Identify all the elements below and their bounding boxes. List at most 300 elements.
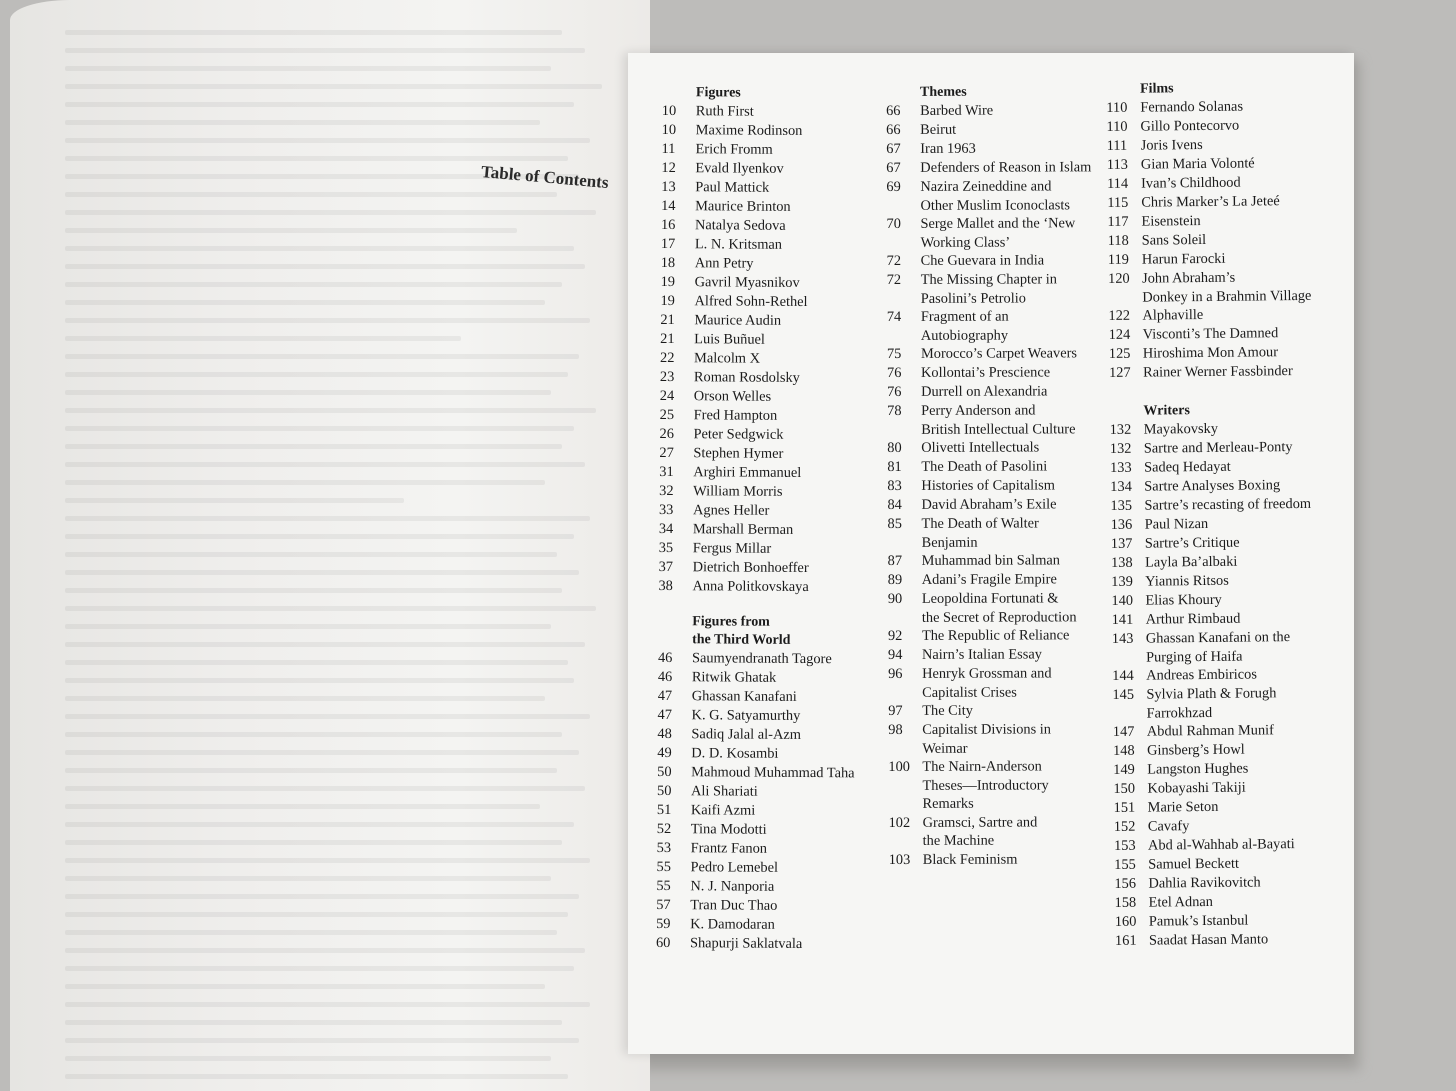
page-number: 119 (1107, 251, 1130, 268)
toc-entry (1110, 495, 1313, 516)
page-number: 125 (1108, 345, 1131, 362)
toc-entry (1107, 192, 1310, 213)
page-number: 19 (660, 273, 676, 291)
show-through-line (65, 66, 551, 71)
toc-entry (661, 235, 859, 255)
toc-entry (660, 387, 858, 407)
section-heading-third-world: Figures from the Third World (692, 614, 791, 648)
entry-list-films (1106, 97, 1312, 383)
page-number: 138 (1110, 554, 1133, 571)
toc-entry (887, 270, 1092, 308)
show-through-line (65, 138, 590, 143)
page-number: 156 (1114, 875, 1137, 892)
section-heading-writers: Writers (1143, 403, 1190, 419)
toc-entry (656, 896, 854, 916)
entry-title: William Morris (693, 483, 783, 500)
page-number: 141 (1111, 611, 1134, 628)
page-number: 72 (886, 252, 902, 269)
toc-entry (659, 558, 857, 578)
page-number: 48 (657, 725, 672, 743)
page-number: 110 (1106, 118, 1128, 135)
page-number: 52 (656, 820, 672, 838)
entry-title: Eisenstein (1141, 213, 1201, 230)
show-through-line (65, 732, 562, 737)
page-number: 19 (660, 292, 675, 310)
table-of-contents-title: Table of Contents (480, 162, 610, 193)
show-through-line (65, 984, 545, 989)
toc-entry (661, 273, 859, 293)
entry-title: Gramsci, Sartre and the Machine (922, 813, 1038, 849)
page-number: 25 (659, 406, 675, 424)
page-number: 115 (1107, 194, 1129, 211)
toc-entry (887, 401, 1092, 439)
entry-title: Cavafy (1147, 818, 1190, 835)
toc-entry (887, 363, 1092, 383)
show-through-line (65, 120, 540, 125)
page-number: 23 (659, 368, 675, 386)
entry-title: Barbed Wire (920, 102, 994, 119)
page-number: 144 (1112, 667, 1134, 684)
page-number: 38 (658, 577, 673, 595)
entry-title: Mahmoud Muhammad Taha (691, 764, 855, 782)
toc-entry (1108, 268, 1312, 307)
entry-title: Leopoldina Fortunati & the Secret of Reproduction (921, 590, 1077, 626)
toc-entry (1111, 590, 1314, 611)
toc-entry (659, 463, 857, 483)
page-number: 140 (1111, 592, 1134, 609)
toc-entry (887, 438, 1092, 458)
entry-title: Iran 1963 (920, 140, 976, 157)
toc-entry (1114, 816, 1317, 837)
page-number: 31 (659, 463, 674, 481)
toc-entry (887, 495, 1092, 515)
entry-title: Fred Hampton (693, 407, 778, 424)
toc-entry (886, 177, 1091, 215)
page-number: 69 (886, 178, 901, 195)
show-through-line (65, 696, 545, 701)
entry-title: Rainer Werner Fassbinder (1142, 363, 1293, 381)
entry-title: Nairn’s Italian Essay (921, 646, 1042, 663)
toc-entry (661, 178, 859, 198)
page-number: 97 (888, 702, 903, 719)
toc-entry (657, 744, 855, 764)
page-number: 47 (657, 687, 673, 705)
entry-title: Dietrich Bonhoeffer (692, 559, 809, 577)
show-through-line (65, 246, 574, 251)
toc-entry (888, 570, 1093, 590)
show-through-line (65, 858, 590, 863)
show-through-line (65, 588, 562, 593)
show-through-line (65, 336, 461, 341)
page-number: 151 (1113, 799, 1136, 816)
entry-title: Perry Anderson and British Intellectual Culture (921, 402, 1076, 438)
entry-title: Ivan’s Childhood (1141, 174, 1241, 192)
show-through-line (65, 714, 590, 719)
page-number: 90 (887, 590, 903, 607)
entry-title: Sadeq Hedayat (1143, 458, 1231, 476)
entry-title: Malcolm X (694, 350, 761, 367)
toc-entry (1110, 419, 1313, 440)
page-number: 133 (1109, 459, 1132, 476)
toc-entry (662, 121, 860, 141)
entry-title: Stephen Hymer (693, 445, 784, 462)
entry-title: Shapurji Saklatvala (689, 935, 803, 953)
show-through-line (65, 480, 545, 485)
entry-title: Capitalist Divisions in Weimar (922, 721, 1052, 757)
page-number: 18 (660, 254, 676, 272)
show-through-line (65, 750, 579, 755)
column-themes (886, 82, 1094, 869)
entry-title: The Republic of Reliance (921, 627, 1070, 644)
entry-title: Joris Ivens (1140, 136, 1203, 154)
entry-title: Roman Rosdolsky (693, 369, 800, 386)
page-number: 53 (656, 839, 672, 857)
page-number: 102 (888, 814, 911, 831)
page-number: 127 (1108, 364, 1131, 381)
show-through-line (65, 678, 574, 683)
show-through-line (65, 1020, 562, 1025)
page-number: 67 (886, 140, 901, 157)
entry-title: Layla Ba’albaki (1144, 553, 1238, 571)
show-through-line (65, 210, 596, 215)
toc-entry (1114, 835, 1317, 856)
page-number: 57 (656, 896, 671, 914)
page-number: 80 (887, 439, 902, 456)
page-number: 34 (658, 520, 674, 538)
entry-title: Hiroshima Mon Amour (1142, 344, 1279, 362)
toc-entry (889, 850, 1094, 870)
toc-entry (1111, 533, 1314, 554)
toc-entry (888, 701, 1093, 721)
entry-title: Gian Maria Volonté (1140, 155, 1255, 173)
toc-entry (888, 664, 1093, 702)
page-number: 66 (886, 102, 901, 119)
show-through-line (65, 840, 562, 845)
page-number: 55 (656, 858, 671, 876)
toc-entry (1106, 97, 1309, 118)
entry-title: Henryk Grossman and Capitalist Crises (922, 665, 1052, 701)
show-through-line (65, 606, 596, 611)
page-number: 132 (1109, 421, 1132, 438)
toc-entry (657, 801, 855, 821)
column-films-writers (1106, 78, 1318, 951)
entry-title: Tran Duc Thao (690, 897, 778, 914)
show-through-line (65, 1056, 551, 1061)
page-number: 160 (1114, 913, 1137, 930)
page-number: 76 (886, 364, 902, 381)
toc-entry (887, 382, 1092, 402)
entry-title: Morocco’s Carpet Weavers (920, 345, 1078, 362)
toc-entry (1113, 759, 1316, 780)
toc-entry (658, 706, 856, 726)
entry-title: Orson Welles (693, 388, 772, 405)
entry-title: Marie Seton (1147, 798, 1219, 816)
toc-entry (658, 649, 856, 669)
entry-title: Harun Farocki (1141, 250, 1226, 268)
toc-entry (888, 645, 1093, 665)
page-number: 55 (656, 877, 671, 895)
page-number: 67 (886, 159, 901, 176)
toc-entry (661, 159, 859, 179)
section-heading-films: Films (1140, 81, 1174, 97)
show-through-line (65, 1002, 590, 1007)
entry-title: Alphaville (1142, 306, 1204, 324)
page-number: 122 (1108, 307, 1131, 324)
toc-entry (660, 292, 858, 312)
toc-entry (1112, 684, 1316, 723)
toc-entry (656, 915, 854, 935)
entry-title: Sylvia Plath & Forugh Farrokhzad (1146, 685, 1277, 722)
entry-title: Histories of Capitalism (921, 477, 1055, 494)
page-number: 37 (658, 558, 674, 576)
show-through-line (65, 84, 602, 89)
page-number: 83 (887, 477, 902, 494)
toc-entry (1110, 457, 1313, 478)
page-number: 92 (887, 627, 903, 644)
section-heading-figures: Figures (695, 85, 741, 101)
toc-entry (1113, 740, 1316, 761)
entry-list-figures (658, 102, 859, 597)
page-number: 75 (886, 345, 902, 362)
toc-entry (886, 139, 1091, 159)
show-through-line (65, 372, 568, 377)
page-number: 22 (660, 349, 675, 367)
toc-entry (659, 444, 857, 464)
page-number: 87 (887, 552, 903, 569)
entry-title: Gavril Myasnikov (694, 274, 800, 291)
toc-entry (658, 668, 856, 688)
show-through-line (65, 156, 568, 161)
page-number: 47 (657, 706, 673, 724)
entry-title: Andreas Embiricos (1146, 666, 1258, 684)
toc-entry (887, 344, 1092, 364)
entry-title: L. N. Kritsman (694, 236, 783, 253)
toc-entry (660, 349, 858, 369)
entry-title: Abd al-Wahhab al-Bayati (1147, 836, 1295, 854)
page-number: 111 (1106, 137, 1128, 154)
entry-title: The Missing Chapter in Pasolini’s Petrolio (920, 271, 1058, 307)
page-number: 14 (661, 197, 676, 215)
page-number: 21 (660, 311, 675, 329)
page-number: 35 (658, 539, 674, 557)
page-number: 76 (887, 383, 902, 400)
toc-entry (659, 539, 857, 559)
entry-title: Ruth First (695, 103, 754, 120)
toc-entry (658, 577, 856, 597)
entry-title: Kaifi Azmi (690, 802, 756, 819)
toc-entry (659, 482, 857, 502)
entry-title: Ann Petry (694, 255, 754, 272)
show-through-line (65, 804, 540, 809)
show-through-line (65, 318, 590, 323)
page-number: 81 (887, 458, 902, 475)
entry-title: Frantz Fanon (690, 840, 768, 857)
page-number: 51 (656, 801, 672, 819)
toc-entry (1109, 343, 1312, 364)
entry-title: Gillo Pontecorvo (1140, 117, 1240, 135)
toc-entry (662, 102, 860, 122)
entry-title: Visconti’s The Damned (1142, 325, 1279, 343)
entry-title: Maurice Audin (694, 312, 782, 329)
page-number: 21 (660, 330, 675, 348)
show-through-line (65, 912, 568, 917)
page-number: 94 (887, 646, 903, 663)
page-number: 16 (660, 216, 676, 234)
toc-entry (661, 216, 859, 236)
show-through-line (65, 642, 585, 647)
entry-title: Ali Shariati (691, 783, 758, 800)
show-through-line (65, 624, 551, 629)
entry-title: Etel Adnan (1148, 893, 1214, 911)
page-number: 11 (661, 140, 676, 158)
page-number: 59 (656, 915, 671, 933)
toc-entry (889, 813, 1094, 851)
entry-title: Langston Hughes (1147, 760, 1249, 778)
page-number: 117 (1107, 213, 1129, 230)
page-number: 50 (657, 763, 672, 781)
toc-entry (1115, 930, 1318, 951)
entry-title: Sartre Analyses Boxing (1144, 477, 1281, 495)
toc-entry (661, 197, 859, 217)
show-through-line (65, 282, 562, 287)
toc-entry (660, 406, 858, 426)
page-number: 114 (1107, 175, 1129, 192)
page-number: 89 (887, 571, 903, 588)
entry-title: Agnes Heller (692, 502, 770, 519)
page-number: 153 (1113, 837, 1136, 854)
page-number: 72 (886, 271, 902, 288)
show-through-line (65, 966, 574, 971)
page-number: 10 (661, 121, 677, 139)
page-number: 96 (888, 665, 903, 682)
entry-title: Samuel Beckett (1148, 855, 1240, 873)
page-number: 139 (1111, 573, 1133, 590)
toc-entry (657, 763, 855, 783)
entry-title: Evald Ilyenkov (695, 160, 784, 177)
entry-title: Ghassan Kanafani on the Purging of Haifa (1145, 629, 1291, 666)
entry-title: K. G. Satyamurthy (691, 707, 801, 724)
entry-title: Chris Marker’s La Jeteé (1141, 193, 1280, 211)
toc-entry (1114, 873, 1317, 894)
page-number: 10 (661, 102, 677, 120)
right-page (628, 53, 1354, 1054)
page-number: 152 (1113, 818, 1136, 835)
page-number: 13 (661, 178, 676, 196)
toc-entry (659, 425, 857, 445)
toc-entry (1110, 438, 1313, 459)
entry-title: Marshall Berman (692, 521, 794, 538)
entry-title: The Nairn-Anderson Theses—Introductory Remarks (922, 758, 1049, 812)
toc-entry (1109, 362, 1312, 383)
toc-entry (886, 120, 1091, 140)
entry-title: Kollontai’s Prescience (920, 364, 1051, 381)
show-through-line (65, 1038, 579, 1043)
toc-entry (1107, 173, 1310, 194)
toc-entry (887, 307, 1092, 345)
entry-title: Yiannis Ritsos (1145, 572, 1229, 590)
page-number: 103 (888, 851, 911, 868)
entry-title: Sartre’s Critique (1144, 534, 1240, 552)
toc-entry (1106, 116, 1309, 137)
show-through-line (65, 786, 585, 791)
toc-entry (887, 457, 1092, 477)
entry-title: Arthur Rimbaud (1145, 610, 1241, 628)
toc-entry (1108, 305, 1311, 326)
toc-entry (886, 214, 1091, 252)
toc-entry (888, 551, 1093, 571)
page-number: 49 (657, 744, 672, 762)
entry-title: Ginsberg’s Howl (1146, 741, 1245, 759)
page-number: 98 (888, 721, 903, 738)
entry-title: Mayakovsky (1143, 420, 1219, 438)
page-number: 12 (661, 159, 676, 177)
show-through-line (65, 498, 404, 503)
page-number: 100 (888, 758, 911, 775)
toc-entry (1108, 230, 1311, 251)
toc-entry (657, 725, 855, 745)
page-number: 124 (1108, 326, 1131, 343)
page-number: 145 (1112, 686, 1135, 703)
show-through-line (65, 390, 551, 395)
toc-entry (660, 368, 858, 388)
entry-title: N. J. Nanporia (690, 878, 775, 895)
entry-title: Luis Buñuel (694, 331, 766, 348)
page-number: 74 (886, 308, 902, 325)
entry-title: Sadiq Jalal al-Azm (691, 726, 802, 743)
section-heading-themes: Themes (920, 84, 967, 100)
entry-title: Maurice Brinton (695, 198, 791, 215)
page-number: 158 (1114, 894, 1137, 911)
toc-entry (661, 254, 859, 274)
page-number: 155 (1114, 856, 1136, 873)
toc-entry (888, 514, 1093, 552)
toc-entry (886, 158, 1091, 178)
show-through-line (65, 102, 574, 107)
toc-entry (888, 626, 1093, 646)
entry-title: Beirut (920, 121, 957, 138)
page-number: 46 (657, 649, 673, 667)
show-through-line (65, 426, 574, 431)
page-number: 132 (1109, 440, 1132, 457)
page-number: 27 (659, 444, 674, 462)
toc-entry (1112, 609, 1315, 630)
toc-entry (1107, 211, 1310, 232)
entry-title: The City (922, 702, 973, 719)
show-through-line (65, 948, 585, 953)
show-through-line (65, 534, 574, 539)
page-number: 135 (1110, 497, 1133, 514)
entry-title: Muhammad bin Salman (921, 552, 1060, 569)
toc-entry (657, 839, 855, 859)
page-number: 24 (659, 387, 675, 405)
show-through-line (65, 570, 579, 575)
show-through-line (65, 660, 568, 665)
toc-entry (660, 311, 858, 331)
show-through-line (65, 300, 545, 305)
left-page (10, 0, 650, 1091)
page-number: 50 (657, 782, 672, 800)
entry-title: Adani’s Fragile Empire (921, 571, 1057, 588)
entry-title: Peter Sedgwick (693, 426, 784, 443)
entry-title: Tina Modotti (690, 821, 767, 838)
show-through-line (65, 1074, 568, 1079)
toc-entry (659, 501, 857, 521)
entry-title: Sartre’s recasting of freedom (1144, 495, 1312, 514)
entry-title: Arghiri Emmanuel (693, 464, 802, 481)
toc-entry (1107, 135, 1310, 156)
entry-title: Sans Soleil (1141, 231, 1207, 249)
toc-entry (1114, 854, 1317, 875)
